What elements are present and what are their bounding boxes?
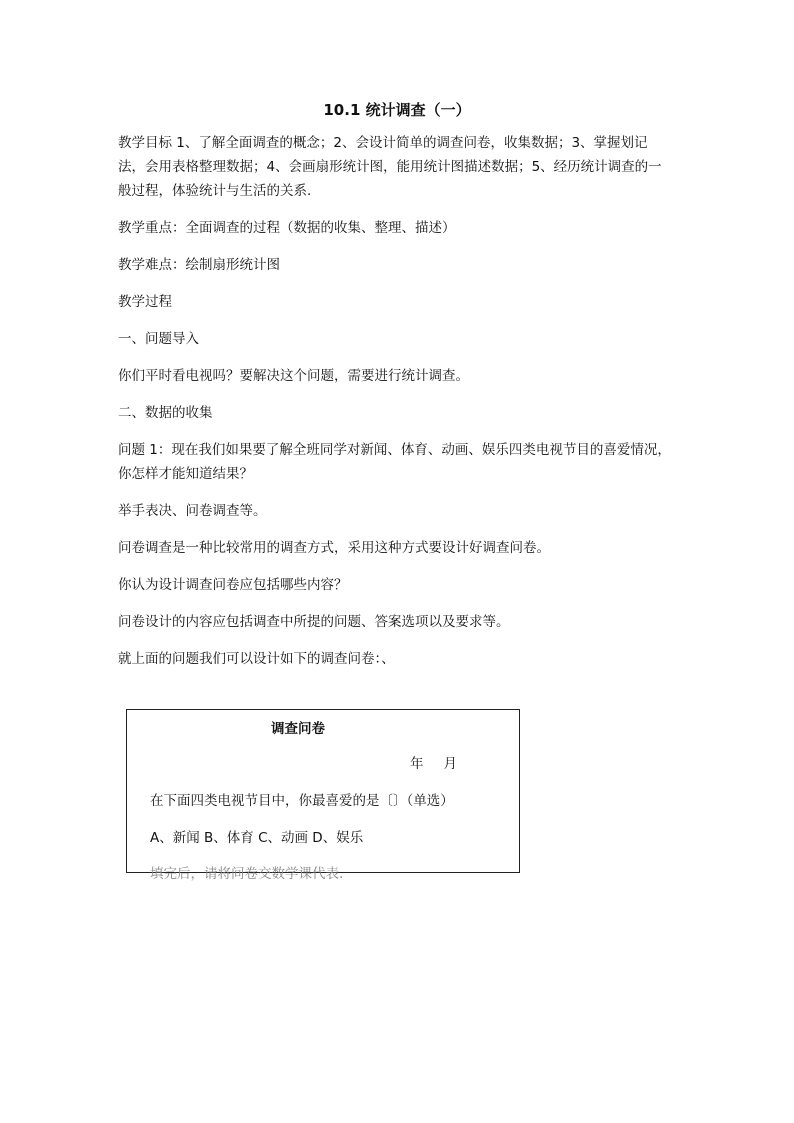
section-heading-intro: 一、问题导入 [118,331,199,347]
paragraph-survey-lead-in: 就上面的问题我们可以设计如下的调查问卷：、 [118,651,395,667]
paragraph-survey-content-answer: 问卷设计的内容应包括调查中所提的问题、答案选项以及要求等。 [118,614,510,630]
paragraph-objectives: 教学目标 1、了解全面调查的概念；2、会设计简单的调查问卷，收集数据；3、掌握划记法，会用表格整理数据；4、会画扇形统计图，能用统计图描述数据；5、经历统计调查的一般过程，体验统计与生活的关系. [118,135,662,199]
questionnaire-box [126,709,520,882]
questionnaire-question: 在下面四类电视节目中，你最喜爱的是〔〕（单选） [150,793,454,809]
paragraph-intro-question: 你们平时看电视吗？要解决这个问题，需要进行统计调查。 [118,368,469,384]
paragraph-difficulty: 教学难点：绘制扇形统计图 [118,257,280,273]
paragraph-survey-method: 问卷调查是一种比较常用的调查方式，采用这种方式要设计好调查问卷。 [118,540,550,556]
document-body [118,131,674,684]
paragraph-key-points: 教学重点：全面调查的过程（数据的收集、整理、描述） [118,220,456,236]
year-label: 年 [410,756,424,772]
document-title: 10.1 统计调查（一） [323,101,471,119]
paragraph-process-heading: 教学过程 [118,294,172,310]
month-label: 月 [443,756,457,772]
paragraph-problem-1: 问题 1：现在我们如果要了解全班同学对新闻、体育、动画、娱乐四类电视节目的喜爱情况，你怎样才能知道结果？ [118,442,671,482]
questionnaire-date-line [410,754,457,774]
paragraph-methods: 举手表决、问卷调查等。 [118,503,267,519]
paragraph-survey-content-question: 你认为设计调查问卷应包括哪些内容？ [118,577,348,593]
questionnaire-options: A、新闻 B、体育 C、动画 D、娱乐 [150,830,364,846]
questionnaire-cut-off-line: 填完后，请将问卷交数学课代表. [150,866,344,882]
section-heading-data-collection: 二、数据的收集 [118,405,213,421]
questionnaire-title: 调查问卷 [271,721,325,737]
